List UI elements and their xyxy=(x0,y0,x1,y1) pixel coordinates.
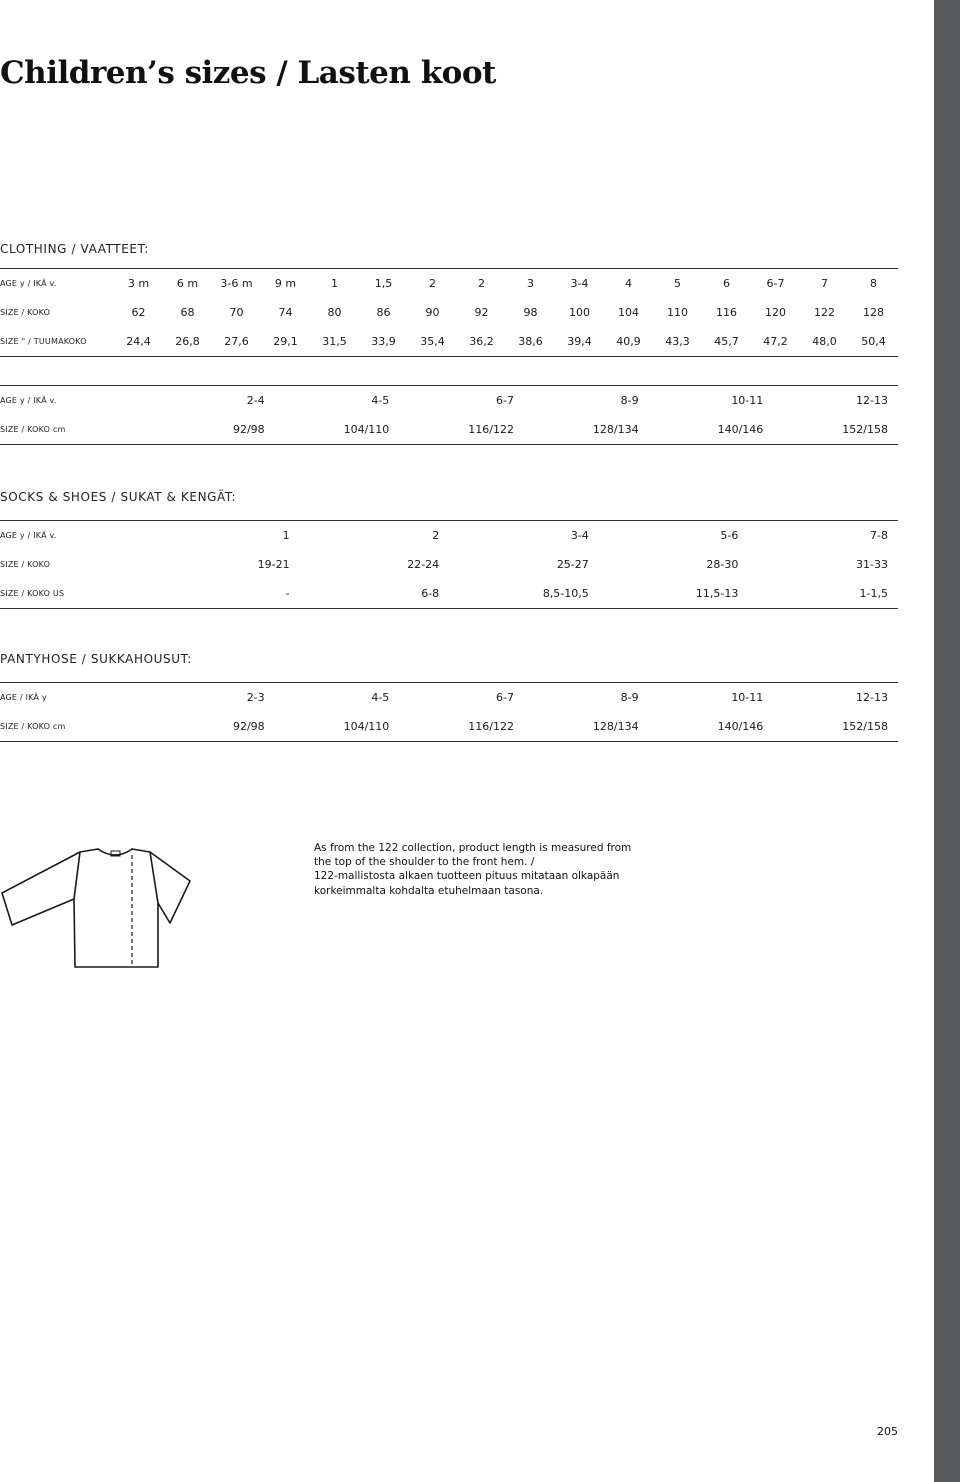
table-cell: 80 xyxy=(327,306,342,319)
shirt-measurement-icon xyxy=(0,843,200,973)
table-cell: 19-21 xyxy=(257,558,290,571)
table-cell: 25-27 xyxy=(556,558,589,571)
table-row xyxy=(0,712,898,742)
table-row xyxy=(0,298,898,327)
table-cell: 22-24 xyxy=(407,558,440,571)
table-cell: 12-13 xyxy=(773,386,898,416)
table-cell: 29,1 xyxy=(261,327,310,357)
table-cell: 86 xyxy=(376,306,391,319)
table-cell: 122 xyxy=(814,306,835,319)
table-cell: 10-11 xyxy=(649,386,774,416)
row-label: AGE y / IKÄ v. xyxy=(0,386,150,416)
clothing-table-small xyxy=(0,268,898,357)
table-cell: 1 xyxy=(150,521,300,551)
table-cell: 104/110 xyxy=(275,712,400,742)
table-cell: 35,4 xyxy=(408,327,457,357)
table-cell: 31,5 xyxy=(310,327,359,357)
table-cell: 100 xyxy=(569,306,590,319)
row-label: SIZE / KOKO cm xyxy=(0,415,150,445)
note-english: As from the 122 collection, product length is measured from the top of the shoulder to the front hem. / xyxy=(314,842,632,869)
table-cell: 2 xyxy=(300,521,450,551)
table-cell: 6-7 xyxy=(399,683,524,713)
table-cell: 6-8 xyxy=(300,579,450,609)
table-cell: 9 m xyxy=(261,269,310,299)
table-cell: 2 xyxy=(408,269,457,299)
table-cell: 68 xyxy=(180,306,195,319)
table-cell: 4-5 xyxy=(275,386,400,416)
table-cell: 4 xyxy=(604,269,653,299)
table-cell: 40,9 xyxy=(604,327,653,357)
table-cell: 39,4 xyxy=(555,327,604,357)
table-cell: 27,6 xyxy=(212,327,261,357)
table-cell: 6-7 xyxy=(751,269,800,299)
table-cell: 1 xyxy=(310,269,359,299)
table-cell: 116/122 xyxy=(399,415,524,445)
table-cell: 24,4 xyxy=(114,327,163,357)
table-cell: 2-4 xyxy=(150,386,275,416)
clothing-heading: CLOTHING / VAATTEET: xyxy=(0,242,149,256)
table-cell: 74 xyxy=(278,306,293,319)
table-cell: 62 xyxy=(131,306,146,319)
row-label: SIZE / KOKO cm xyxy=(0,712,150,742)
clothing-table-large xyxy=(0,385,898,445)
table-cell: 26,8 xyxy=(163,327,212,357)
table-cell: 1,5 xyxy=(359,269,408,299)
table-cell: 70 xyxy=(229,306,244,319)
table-cell: 5-6 xyxy=(599,521,749,551)
table-row xyxy=(0,579,898,609)
table-row xyxy=(0,327,898,357)
table-row xyxy=(0,683,898,713)
table-cell: 110 xyxy=(667,306,688,319)
page-number: 205 xyxy=(877,1425,898,1438)
table-cell: 104 xyxy=(618,306,639,319)
measurement-note xyxy=(314,841,634,898)
table-cell: 45,7 xyxy=(702,327,751,357)
row-label: AGE y / IKÄ v. xyxy=(0,269,114,299)
table-cell: 6 xyxy=(702,269,751,299)
table-cell: 104/110 xyxy=(275,415,400,445)
table-cell: 48,0 xyxy=(800,327,849,357)
table-cell: 7-8 xyxy=(748,521,898,551)
table-cell: 116/122 xyxy=(399,712,524,742)
side-bar xyxy=(934,0,960,1482)
table-cell: 3-4 xyxy=(555,269,604,299)
table-cell: 128/134 xyxy=(524,415,649,445)
table-cell: 2-3 xyxy=(150,683,275,713)
table-cell: 36,2 xyxy=(457,327,506,357)
row-label: AGE y / IKÄ v. xyxy=(0,521,150,551)
table-cell: 5 xyxy=(653,269,702,299)
table-cell: 92/98 xyxy=(150,415,275,445)
table-cell: 3 m xyxy=(114,269,163,299)
note-finnish: 122-mallistosta alkaen tuotteen pituus mitataan olkapään korkeimmalta kohdalta etuhelmaan tasona. xyxy=(314,870,620,897)
table-cell: 6-7 xyxy=(399,386,524,416)
table-cell: 140/146 xyxy=(649,415,774,445)
table-cell: 8-9 xyxy=(524,386,649,416)
table-cell: 11,5-13 xyxy=(599,579,749,609)
table-cell: 1-1,5 xyxy=(748,579,898,609)
table-cell: 2 xyxy=(457,269,506,299)
row-label: SIZE / KOKO xyxy=(0,308,51,317)
table-row xyxy=(0,550,898,579)
table-cell: 3 xyxy=(506,269,555,299)
table-cell: 43,3 xyxy=(653,327,702,357)
table-cell: - xyxy=(150,579,300,609)
table-cell: 38,6 xyxy=(506,327,555,357)
table-cell: 6 m xyxy=(163,269,212,299)
socks-table xyxy=(0,520,898,609)
table-row xyxy=(0,521,898,551)
page-title: Children’s sizes / Lasten koot xyxy=(0,55,496,91)
table-cell: 47,2 xyxy=(751,327,800,357)
socks-heading: SOCKS & SHOES / SUKAT & KENGÄT: xyxy=(0,490,237,504)
pantyhose-heading: PANTYHOSE / SUKKAHOUSUT: xyxy=(0,652,192,666)
table-cell: 152/158 xyxy=(773,712,898,742)
row-label: SIZE / KOKO xyxy=(0,560,51,569)
table-cell: 152/158 xyxy=(773,415,898,445)
table-cell: 33,9 xyxy=(359,327,408,357)
table-cell: 31-33 xyxy=(856,558,888,571)
table-cell: 98 xyxy=(523,306,538,319)
table-row xyxy=(0,415,898,445)
pantyhose-table xyxy=(0,682,898,742)
table-cell: 12-13 xyxy=(773,683,898,713)
table-cell: 3-4 xyxy=(449,521,599,551)
table-cell: 92 xyxy=(474,306,489,319)
table-cell: 8-9 xyxy=(524,683,649,713)
table-cell: 4-5 xyxy=(275,683,400,713)
row-label: SIZE " / TUUMAKOKO xyxy=(0,327,114,357)
table-cell: 3-6 m xyxy=(212,269,261,299)
row-label: AGE / IKÄ y xyxy=(0,683,150,713)
table-cell: 8 xyxy=(849,269,898,299)
table-cell: 7 xyxy=(800,269,849,299)
table-cell: 128/134 xyxy=(524,712,649,742)
table-cell: 92/98 xyxy=(150,712,275,742)
table-cell: 10-11 xyxy=(649,683,774,713)
table-cell: 140/146 xyxy=(649,712,774,742)
table-cell: 120 xyxy=(765,306,786,319)
table-cell: 128 xyxy=(863,306,884,319)
row-label: SIZE / KOKO US xyxy=(0,579,150,609)
table-cell: 116 xyxy=(716,306,737,319)
table-cell: 28-30 xyxy=(706,558,739,571)
table-cell: 50,4 xyxy=(849,327,898,357)
table-cell: 90 xyxy=(425,306,440,319)
table-row xyxy=(0,269,898,299)
table-row xyxy=(0,386,898,416)
table-cell: 8,5-10,5 xyxy=(449,579,599,609)
